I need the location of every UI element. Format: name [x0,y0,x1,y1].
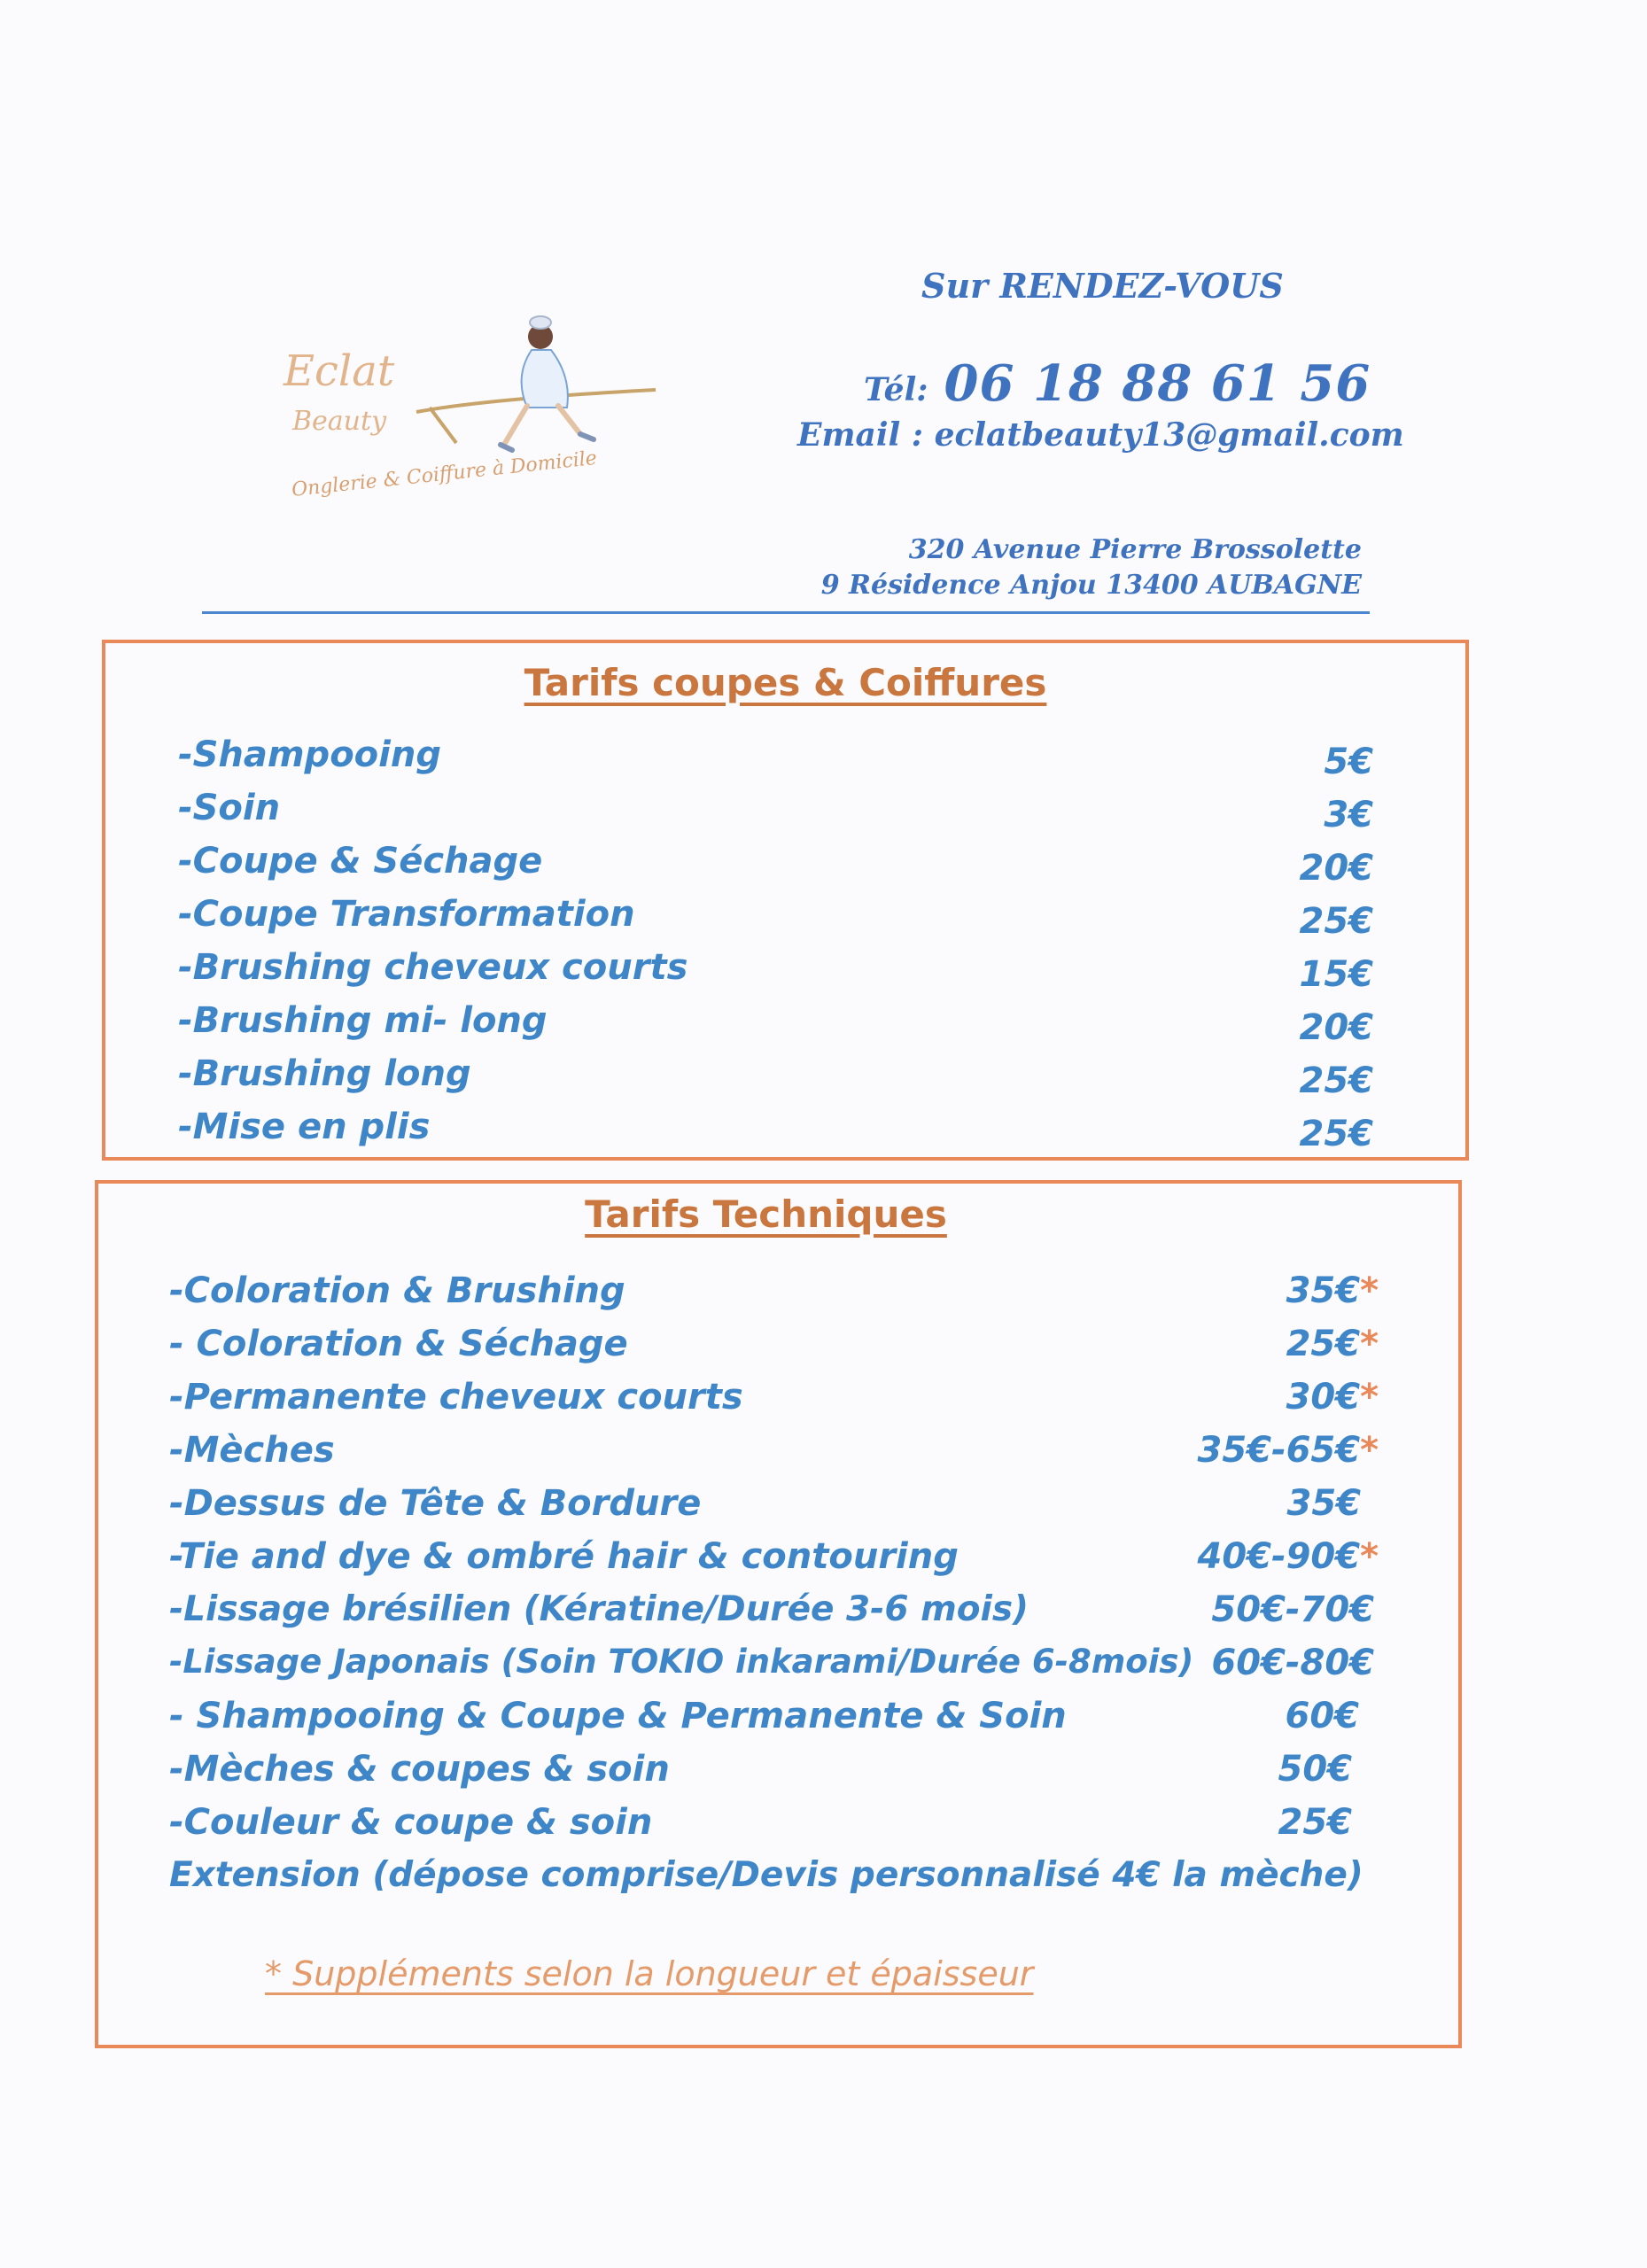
price-row: Extension (dépose comprise/Devis personnalisé 4€ la mèche) [169,1855,1363,1895]
phone [864,354,1371,413]
coupes-title: Tarifs coupes & Coiffures [524,661,1047,704]
svg-text:Eclat: Eclat [284,346,395,396]
price-row: -Shampooing 5€ [178,734,1373,782]
price-row: -Mise en plis 25€ [178,1107,1373,1154]
techniques-title: Tarifs Techniques [585,1192,947,1236]
price-row: -Coloration & Brushing 35€* [169,1270,1379,1311]
price-row: -Mèches & coupes & soin 50€ [169,1749,1352,1790]
price-row: -Tie and dye & ombré hair & contouring 40€-90€* [169,1536,1379,1577]
address-line-1: 320 Avenue Pierre Brossolette [908,534,1362,565]
phone-label: Tél: [864,371,928,408]
price-row: - Coloration & Séchage 25€* [169,1324,1379,1364]
svg-text:Onglerie & Coiffure à Domicile: Onglerie & Coiffure à Domicile [291,447,598,501]
email-link[interactable]: Email : eclatbeauty13@gmail.com [797,416,1404,454]
price-row: -Soin 3€ [178,788,1373,835]
price-row: -Coupe & Séchage 20€ [178,841,1373,889]
svg-text:Beauty: Beauty [292,406,387,437]
price-row: -Permanente cheveux courts 30€* [169,1377,1379,1418]
price-row: -Lissage Japonais (Soin TOKIO inkarami/Durée 6-8mois) 60€-80€ [169,1643,1374,1683]
header-divider [202,611,1370,614]
appointment-note: Sur RENDEZ-VOUS [921,266,1284,306]
logo [275,310,700,514]
price-row: -Lissage brésilien (Kératine/Durée 3-6 mois) 50€-70€ [169,1589,1374,1630]
price-row: - Shampooing & Coupe & Permanente & Soin 60€ [169,1696,1359,1736]
price-row: -Mèches 35€-65€* [169,1430,1379,1471]
price-row: -Brushing mi- long 20€ [178,1000,1373,1048]
price-row: -Coupe Transformation 25€ [178,894,1373,942]
phone-number[interactable]: 06 18 88 61 56 [944,354,1371,413]
price-row: -Brushing cheveux courts 15€ [178,947,1373,995]
price-row: -Brushing long 25€ [178,1053,1373,1101]
coupes-price-box [102,640,1469,1161]
woman-illustration-icon [275,310,700,514]
techniques-price-box [95,1180,1462,2048]
price-row: -Couleur & coupe & soin 25€ [169,1802,1352,1843]
address-line-2: 9 Résidence Anjou 13400 AUBAGNE [820,570,1362,601]
price-row: -Dessus de Tête & Bordure 35€ [169,1483,1361,1524]
footnote: * Suppléments selon la longueur et épaisseur [265,1954,1034,1993]
